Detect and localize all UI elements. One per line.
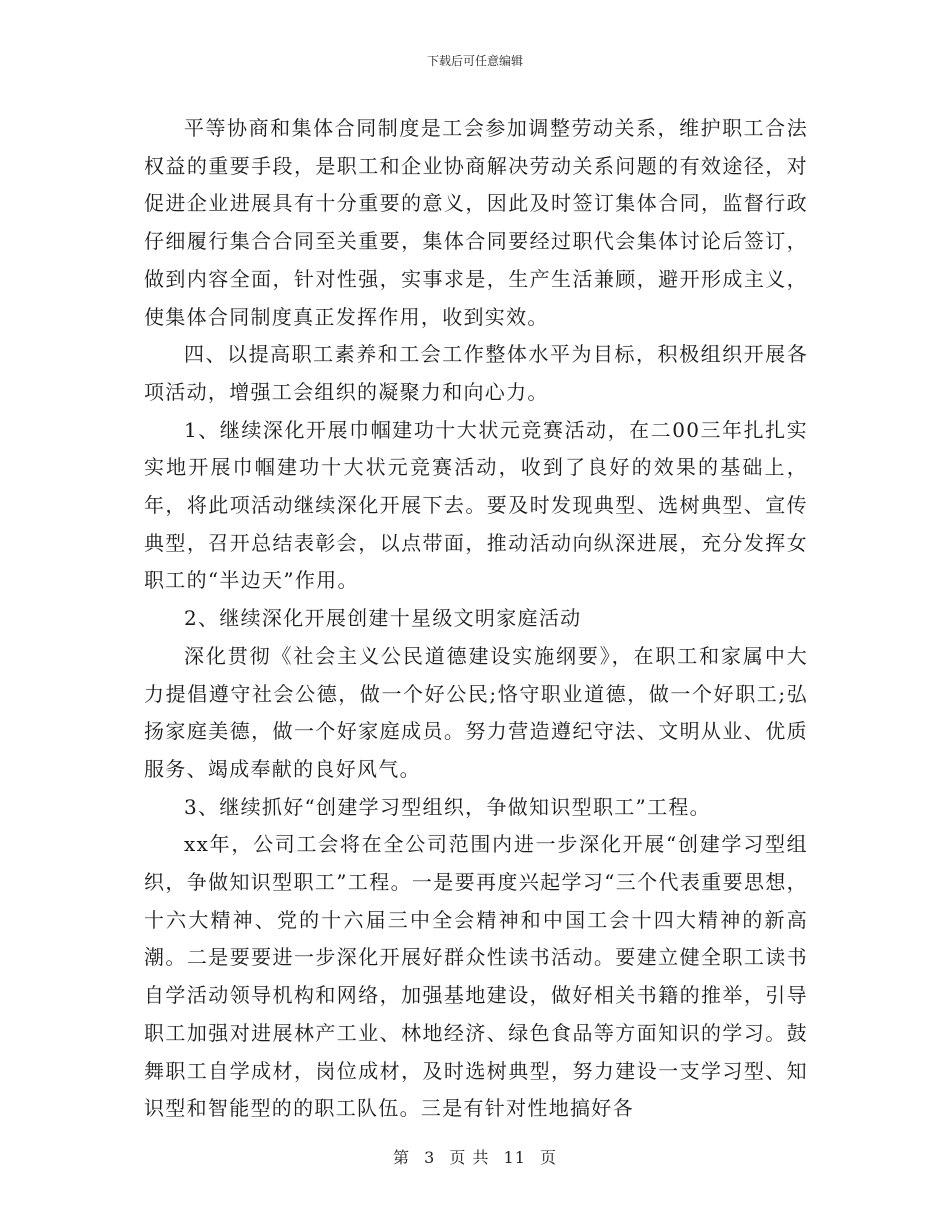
paragraph-item-three-heading: 3、继续抓好“创建学习型组织，争做知识型职工”工程。 [184, 794, 711, 819]
page-footer [0, 1148, 950, 1168]
footer-prefix: 第 [392, 1148, 410, 1167]
total-pages-number: 11 [503, 1148, 526, 1167]
document-body [144, 110, 808, 1128]
paragraph-item-two-heading: 2、继续深化开展创建十星级文明家庭活动 [184, 606, 582, 631]
paragraph-item-three-body: xx年，公司工会将在全公司范围内进一步深化开展“创建学习型组织，争做知识型职工”工程。一是要再度兴起学习“三个代表重要思想，十六大精神、党的十六届三中全会精神和中国工会十四大精神的新高潮。二是要要进一步深化开展好群众性读书活动。要建立健全职工读书自学活动领导机构和网络，加强基地建设，做好相关书籍的推举，引导职工加强对进展林产工业、林地经济、绿色食品等方面知识的学习。鼓舞职工自学成材，岗位成材，及时选树典型，努力建设一支学习型、知识型和智能型的的职工队伍。三是有针对性地搞好各 [144, 832, 808, 1121]
paragraph-collective-contract: 平等协商和集体合同制度是工会参加调整劳动关系，维护职工合法权益的重要手段，是职工和企业协商解决劳动关系问题的有效途径，对促进企业进展具有十分重要的意义，因此及时签订集体合同，监督行政仔细履行集合合同至关重要，集体合同要经过职代会集体讨论后签订，做到内容全面，针对性强，实事求是，生产生活兼顾，避开形成主义，使集体合同制度真正发挥作用，收到实效。 [144, 116, 808, 329]
footer-middle: 页 共 [449, 1148, 490, 1167]
paragraph-item-one: 1、继续深化开展巾帼建功十大状元竞赛活动，在二00三年扎扎实实地开展巾帼建功十大状元竞赛活动，收到了良好的效果的基础上，年，将此项活动继续深化开展下去。要及时发现典型、选树典型、宣传典型，召开总结表彰会，以点带面，推动活动向纵深进展，充分发挥女职工的“半边天”作用。 [144, 417, 808, 593]
page-header [0, 54, 950, 68]
paragraph-section-four-heading: 四、以提高职工素养和工会工作整体水平为目标，积极组织开展各项活动，增强工会组织的凝聚力和向心力。 [144, 342, 808, 404]
current-page-number: 3 [424, 1148, 436, 1167]
header-text: 下载后可任意编辑 [426, 54, 523, 68]
footer-suffix: 页 [540, 1148, 558, 1167]
paragraph-item-two-body: 深化贯彻《社会主义公民道德建设实施纲要》，在职工和家属中大力提倡遵守社会公德，做一个好公民;恪守职业道德，做一个好职工;弘扬家庭美德，做一个好家庭成员。努力营造遵纪守法、文明从业、优质服务、竭成奉献的良好风气。 [144, 643, 808, 781]
